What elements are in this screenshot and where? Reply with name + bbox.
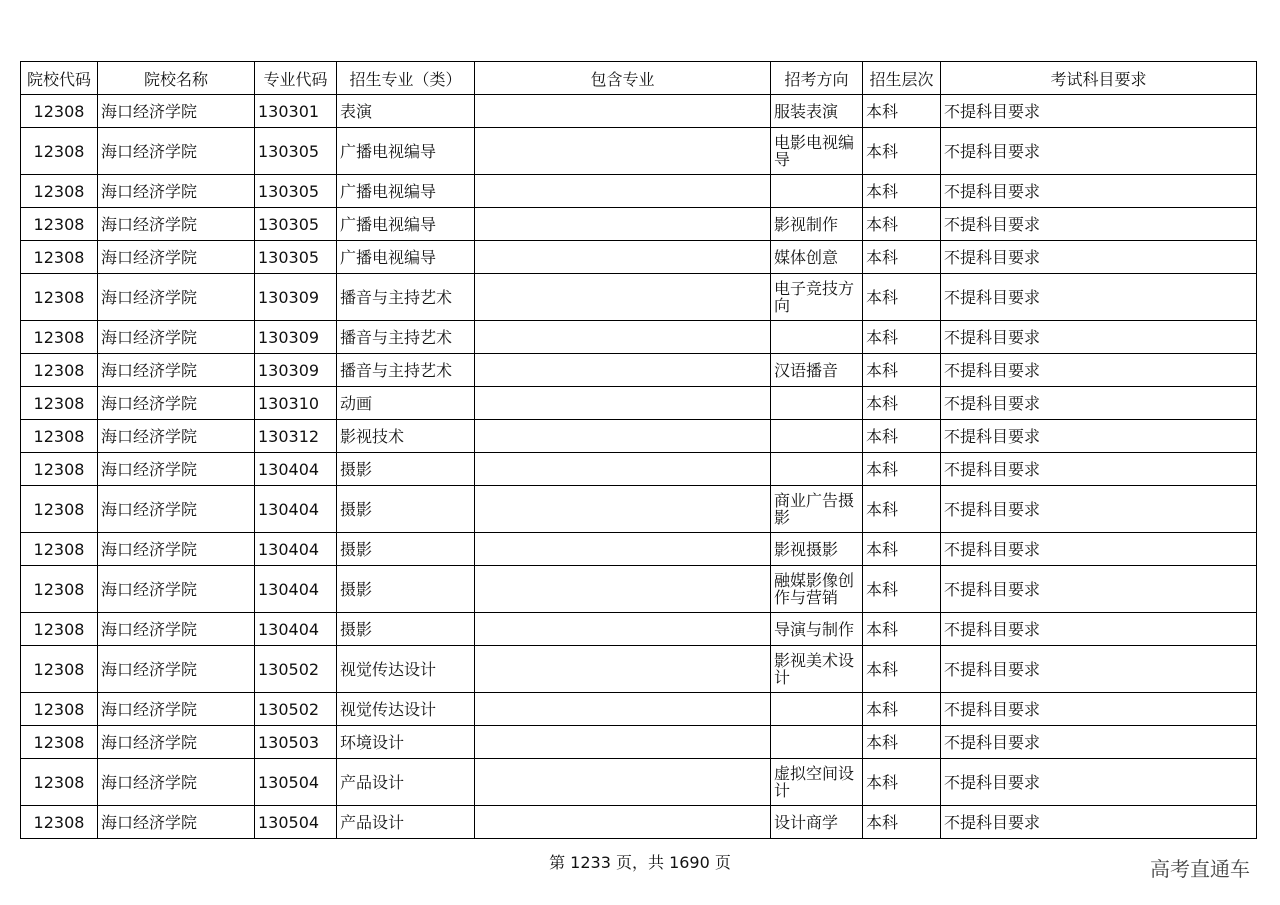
cell-school-code: 12308 xyxy=(21,726,98,759)
table-row xyxy=(21,486,1257,533)
cell-requirement: 不提科目要求 xyxy=(941,175,1257,208)
cell-direction: 设计商学 xyxy=(771,806,863,839)
cell-requirement: 不提科目要求 xyxy=(941,420,1257,453)
cell-level: 本科 xyxy=(863,646,941,693)
cell-major: 播音与主持艺术 xyxy=(337,354,475,387)
cell-major-code: 130503 xyxy=(255,726,337,759)
cell-school-code: 12308 xyxy=(21,95,98,128)
cell-direction: 影视美术设计 xyxy=(771,646,863,693)
cell-included-majors xyxy=(475,95,771,128)
cell-direction: 汉语播音 xyxy=(771,354,863,387)
cell-direction: 导演与制作 xyxy=(771,613,863,646)
cell-school-name: 海口经济学院 xyxy=(98,321,255,354)
cell-school-name: 海口经济学院 xyxy=(98,726,255,759)
cell-direction xyxy=(771,387,863,420)
cell-requirement: 不提科目要求 xyxy=(941,274,1257,321)
cell-level: 本科 xyxy=(863,95,941,128)
cell-school-name: 海口经济学院 xyxy=(98,241,255,274)
cell-school-code: 12308 xyxy=(21,806,98,839)
cell-requirement: 不提科目要求 xyxy=(941,759,1257,806)
cell-requirement: 不提科目要求 xyxy=(941,646,1257,693)
table-row xyxy=(21,420,1257,453)
cell-requirement: 不提科目要求 xyxy=(941,354,1257,387)
cell-direction: 服装表演 xyxy=(771,95,863,128)
cell-school-code: 12308 xyxy=(21,533,98,566)
cell-major-code: 130404 xyxy=(255,453,337,486)
cell-included-majors xyxy=(475,646,771,693)
cell-major-code: 130309 xyxy=(255,274,337,321)
cell-included-majors xyxy=(475,693,771,726)
cell-level: 本科 xyxy=(863,613,941,646)
cell-major: 摄影 xyxy=(337,566,475,613)
cell-level: 本科 xyxy=(863,420,941,453)
cell-school-code: 12308 xyxy=(21,453,98,486)
cell-major-code: 130404 xyxy=(255,566,337,613)
cell-school-name: 海口经济学院 xyxy=(98,759,255,806)
cell-major-code: 130504 xyxy=(255,806,337,839)
cell-direction xyxy=(771,726,863,759)
cell-major-code: 130310 xyxy=(255,387,337,420)
cell-level: 本科 xyxy=(863,321,941,354)
cell-included-majors xyxy=(475,759,771,806)
cell-requirement: 不提科目要求 xyxy=(941,486,1257,533)
table-row xyxy=(21,354,1257,387)
cell-included-majors xyxy=(475,613,771,646)
cell-direction xyxy=(771,693,863,726)
cell-requirement: 不提科目要求 xyxy=(941,613,1257,646)
cell-school-code: 12308 xyxy=(21,387,98,420)
cell-included-majors xyxy=(475,387,771,420)
cell-school-code: 12308 xyxy=(21,321,98,354)
cell-major: 摄影 xyxy=(337,613,475,646)
cell-school-name: 海口经济学院 xyxy=(98,453,255,486)
cell-major-code: 130305 xyxy=(255,208,337,241)
cell-level: 本科 xyxy=(863,274,941,321)
cell-major: 影视技术 xyxy=(337,420,475,453)
cell-major: 动画 xyxy=(337,387,475,420)
cell-level: 本科 xyxy=(863,726,941,759)
cell-included-majors xyxy=(475,274,771,321)
cell-requirement: 不提科目要求 xyxy=(941,453,1257,486)
cell-major: 摄影 xyxy=(337,533,475,566)
watermark: 高考直通车 xyxy=(1150,857,1250,881)
cell-school-code: 12308 xyxy=(21,354,98,387)
cell-major-code: 130309 xyxy=(255,321,337,354)
table-row xyxy=(21,274,1257,321)
cell-school-code: 12308 xyxy=(21,759,98,806)
cell-major: 表演 xyxy=(337,95,475,128)
cell-direction: 商业广告摄影 xyxy=(771,486,863,533)
cell-school-code: 12308 xyxy=(21,274,98,321)
cell-included-majors xyxy=(475,453,771,486)
cell-direction: 媒体创意 xyxy=(771,241,863,274)
table-row xyxy=(21,453,1257,486)
cell-direction: 虚拟空间设计 xyxy=(771,759,863,806)
table-row xyxy=(21,321,1257,354)
cell-major-code: 130404 xyxy=(255,533,337,566)
cell-major-code: 130305 xyxy=(255,241,337,274)
cell-school-code: 12308 xyxy=(21,208,98,241)
header-row xyxy=(21,62,1257,95)
header-included-majors: 包含专业 xyxy=(475,62,771,95)
admissions-table xyxy=(20,61,1257,839)
cell-included-majors xyxy=(475,486,771,533)
table-row xyxy=(21,95,1257,128)
cell-level: 本科 xyxy=(863,759,941,806)
cell-major-code: 130305 xyxy=(255,128,337,175)
cell-school-name: 海口经济学院 xyxy=(98,646,255,693)
cell-school-name: 海口经济学院 xyxy=(98,693,255,726)
cell-school-code: 12308 xyxy=(21,420,98,453)
cell-included-majors xyxy=(475,806,771,839)
cell-requirement: 不提科目要求 xyxy=(941,806,1257,839)
cell-level: 本科 xyxy=(863,241,941,274)
cell-major-code: 130504 xyxy=(255,759,337,806)
cell-major: 广播电视编导 xyxy=(337,208,475,241)
cell-direction: 影视制作 xyxy=(771,208,863,241)
cell-direction: 电影电视编导 xyxy=(771,128,863,175)
cell-school-code: 12308 xyxy=(21,486,98,533)
cell-school-name: 海口经济学院 xyxy=(98,354,255,387)
header-major-code: 专业代码 xyxy=(255,62,337,95)
cell-direction: 影视摄影 xyxy=(771,533,863,566)
cell-school-code: 12308 xyxy=(21,241,98,274)
cell-major-code: 130502 xyxy=(255,646,337,693)
cell-school-name: 海口经济学院 xyxy=(98,208,255,241)
cell-requirement: 不提科目要求 xyxy=(941,566,1257,613)
cell-major-code: 130502 xyxy=(255,693,337,726)
cell-level: 本科 xyxy=(863,175,941,208)
cell-requirement: 不提科目要求 xyxy=(941,321,1257,354)
cell-level: 本科 xyxy=(863,128,941,175)
cell-school-name: 海口经济学院 xyxy=(98,613,255,646)
cell-included-majors xyxy=(475,354,771,387)
cell-school-code: 12308 xyxy=(21,613,98,646)
cell-major: 环境设计 xyxy=(337,726,475,759)
cell-requirement: 不提科目要求 xyxy=(941,241,1257,274)
cell-school-name: 海口经济学院 xyxy=(98,420,255,453)
cell-school-code: 12308 xyxy=(21,128,98,175)
cell-school-name: 海口经济学院 xyxy=(98,387,255,420)
cell-major: 产品设计 xyxy=(337,806,475,839)
cell-school-name: 海口经济学院 xyxy=(98,128,255,175)
table-row xyxy=(21,759,1257,806)
cell-requirement: 不提科目要求 xyxy=(941,387,1257,420)
cell-school-code: 12308 xyxy=(21,646,98,693)
cell-level: 本科 xyxy=(863,693,941,726)
cell-level: 本科 xyxy=(863,387,941,420)
cell-major: 产品设计 xyxy=(337,759,475,806)
cell-requirement: 不提科目要求 xyxy=(941,693,1257,726)
cell-included-majors xyxy=(475,726,771,759)
header-school-code: 院校代码 xyxy=(21,62,98,95)
table-row xyxy=(21,128,1257,175)
cell-included-majors xyxy=(475,128,771,175)
cell-direction xyxy=(771,420,863,453)
cell-level: 本科 xyxy=(863,354,941,387)
table-row xyxy=(21,693,1257,726)
table-row xyxy=(21,566,1257,613)
cell-major: 广播电视编导 xyxy=(337,241,475,274)
cell-major-code: 130309 xyxy=(255,354,337,387)
cell-school-name: 海口经济学院 xyxy=(98,533,255,566)
header-direction: 招考方向 xyxy=(771,62,863,95)
cell-level: 本科 xyxy=(863,453,941,486)
cell-major: 摄影 xyxy=(337,453,475,486)
cell-level: 本科 xyxy=(863,208,941,241)
cell-major: 播音与主持艺术 xyxy=(337,321,475,354)
cell-requirement: 不提科目要求 xyxy=(941,533,1257,566)
cell-major-code: 130305 xyxy=(255,175,337,208)
cell-school-name: 海口经济学院 xyxy=(98,274,255,321)
table-row xyxy=(21,726,1257,759)
cell-major: 视觉传达设计 xyxy=(337,646,475,693)
cell-direction xyxy=(771,453,863,486)
cell-major-code: 130404 xyxy=(255,486,337,533)
cell-major: 播音与主持艺术 xyxy=(337,274,475,321)
cell-included-majors xyxy=(475,533,771,566)
table-row xyxy=(21,646,1257,693)
cell-major-code: 130301 xyxy=(255,95,337,128)
cell-direction xyxy=(771,321,863,354)
cell-level: 本科 xyxy=(863,533,941,566)
cell-school-code: 12308 xyxy=(21,693,98,726)
cell-school-name: 海口经济学院 xyxy=(98,95,255,128)
cell-direction: 电子竞技方向 xyxy=(771,274,863,321)
header-level: 招生层次 xyxy=(863,62,941,95)
table-row xyxy=(21,806,1257,839)
cell-school-code: 12308 xyxy=(21,566,98,613)
cell-included-majors xyxy=(475,175,771,208)
cell-level: 本科 xyxy=(863,806,941,839)
cell-included-majors xyxy=(475,566,771,613)
cell-major-code: 130404 xyxy=(255,613,337,646)
header-school-name: 院校名称 xyxy=(98,62,255,95)
cell-major: 广播电视编导 xyxy=(337,175,475,208)
cell-school-name: 海口经济学院 xyxy=(98,806,255,839)
table-row xyxy=(21,241,1257,274)
table-row xyxy=(21,613,1257,646)
table-row xyxy=(21,208,1257,241)
cell-requirement: 不提科目要求 xyxy=(941,128,1257,175)
cell-included-majors xyxy=(475,241,771,274)
cell-major-code: 130312 xyxy=(255,420,337,453)
cell-major: 广播电视编导 xyxy=(337,128,475,175)
cell-direction xyxy=(771,175,863,208)
cell-included-majors xyxy=(475,321,771,354)
table-row xyxy=(21,175,1257,208)
cell-requirement: 不提科目要求 xyxy=(941,95,1257,128)
cell-included-majors xyxy=(475,208,771,241)
cell-requirement: 不提科目要求 xyxy=(941,726,1257,759)
table-row xyxy=(21,387,1257,420)
cell-school-name: 海口经济学院 xyxy=(98,566,255,613)
cell-requirement: 不提科目要求 xyxy=(941,208,1257,241)
cell-direction: 融媒影像创作与营销 xyxy=(771,566,863,613)
table-row xyxy=(21,533,1257,566)
cell-school-name: 海口经济学院 xyxy=(98,175,255,208)
header-major: 招生专业（类） xyxy=(337,62,475,95)
cell-level: 本科 xyxy=(863,486,941,533)
cell-school-name: 海口经济学院 xyxy=(98,486,255,533)
header-requirement: 考试科目要求 xyxy=(941,62,1257,95)
page-number: 第 1233 页，共 1690 页 xyxy=(549,853,731,872)
cell-level: 本科 xyxy=(863,566,941,613)
cell-school-code: 12308 xyxy=(21,175,98,208)
cell-included-majors xyxy=(475,420,771,453)
cell-major: 摄影 xyxy=(337,486,475,533)
cell-major: 视觉传达设计 xyxy=(337,693,475,726)
